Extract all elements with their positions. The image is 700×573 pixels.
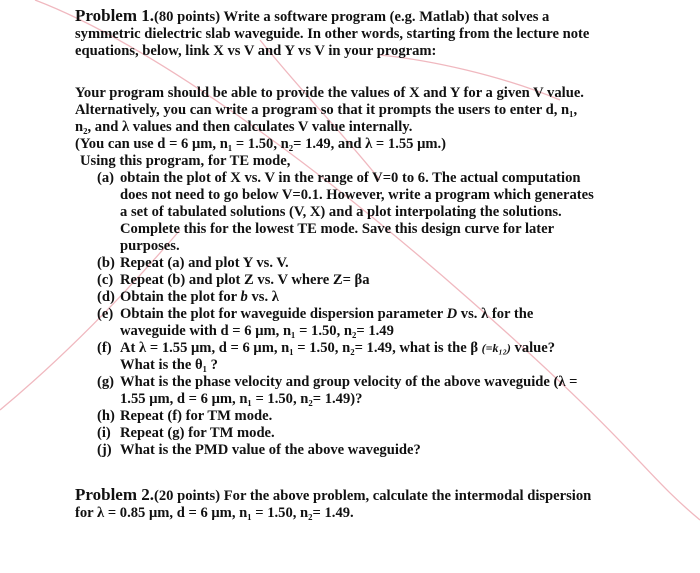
problem-1-label: Problem 1. (75, 6, 155, 25)
item-d-label: (d) (97, 289, 115, 305)
item-f-variable: (=k₁₂) (481, 341, 511, 355)
problem-1-line-1 (75, 7, 675, 26)
item-a-line-5: purposes. (120, 238, 180, 254)
intro-line-1: Your program should be able to provide the values of X and Y for a given V value. (75, 85, 584, 101)
item-a-line-4: Complete this for the lowest TE mode. Save this design curve for later (120, 221, 555, 237)
item-b-text: Repeat (a) and plot Y vs. V. (120, 255, 289, 271)
item-g-text: What is the phase velocity and group velocity of the above waveguide (λ = (120, 374, 578, 390)
item-f-line-1 (97, 340, 675, 357)
problem-1-line-2: symmetric dielectric slab waveguide. In other words, starting from the lecture note (75, 26, 590, 42)
problem-1-line-3: equations, below, link X vs V and Y vs V in your program: (75, 43, 437, 59)
item-d-text-post: vs. λ (247, 289, 279, 305)
item-g-line-2: 1.55 μm, d = 6 μm, n₁ = 1.50, n₂= 1.49)? (120, 391, 363, 407)
item-g-label: (g) (97, 374, 115, 390)
item-f-label: (f) (97, 340, 112, 356)
item-h-label: (h) (97, 408, 115, 424)
item-a-text: obtain the plot of X vs. V in the range of V=0 to 6. The actual computation (120, 170, 581, 186)
item-i-text: Repeat (g) for TM mode. (120, 425, 275, 441)
intro-line-4: (You can use d = 6 μm, n₁ = 1.50, n₂= 1.49, and λ = 1.55 μm.) (75, 136, 447, 152)
item-b-label: (b) (97, 255, 115, 271)
item-d-text-pre: Obtain the plot for (120, 289, 241, 305)
item-f-text-post: value? (510, 340, 556, 356)
problem-2-line-2: for λ = 0.85 μm, d = 6 μm, n₁ = 1.50, n₂= 1.49. (75, 505, 354, 521)
item-f-line-2: What is the θ₁ ? (120, 357, 218, 373)
item-e-variable: D (446, 306, 458, 322)
intro-line-2: Alternatively, you can write a program so that it prompts the users to enter d, n₁, (75, 102, 578, 118)
item-d-variable: b (240, 289, 248, 305)
item-e-label: (e) (97, 306, 114, 322)
item-c-text: Repeat (b) and plot Z vs. V where Z= βa (120, 272, 370, 288)
item-e-line-2: waveguide with d = 6 μm, n₁ = 1.50, n₂= 1.49 (120, 323, 394, 339)
item-c (97, 272, 675, 289)
item-h-text: Repeat (f) for TM mode. (120, 408, 273, 424)
intro-line-5: Using this program, for TE mode, (80, 153, 291, 169)
item-a-line-2: does not need to go below V=0.1. However, write a program which generates (120, 187, 594, 203)
item-d (97, 289, 675, 306)
item-a-line-3: a set of tabulated solutions (V, X) and a plot interpolating the solutions. (120, 204, 562, 220)
item-j-text: What is the PMD value of the above waveguide? (120, 442, 421, 458)
item-c-label: (c) (97, 272, 114, 288)
problem-1-text: (80 points) Write a software program (e.g. Matlab) that solves a (154, 9, 550, 25)
item-f-text-pre: At λ = 1.55 μm, d = 6 μm, n₁ = 1.50, n₂= 1.49, what is the β (120, 340, 482, 356)
item-a-line-1 (97, 170, 675, 187)
problem-2-text: (20 points) For the above problem, calculate the intermodal dispersion (154, 488, 592, 504)
problem-document (75, 7, 675, 522)
intro-line-3: n₂, and λ values and then calculates V value internally. (75, 119, 413, 135)
item-a-label: (a) (97, 170, 115, 186)
item-h (97, 408, 675, 425)
item-e-text-pre: Obtain the plot for waveguide dispersion parameter (120, 306, 447, 322)
item-e-line-1 (97, 306, 675, 323)
item-g-line-1 (97, 374, 675, 391)
item-i (97, 425, 675, 442)
item-j-label: (j) (97, 442, 112, 458)
problem-2-line-1 (75, 486, 675, 505)
problem-2-label: Problem 2. (75, 485, 155, 504)
item-b (97, 255, 675, 272)
item-j (97, 442, 675, 459)
item-e-text-post: vs. λ for the (457, 306, 534, 322)
item-i-label: (i) (97, 425, 111, 441)
